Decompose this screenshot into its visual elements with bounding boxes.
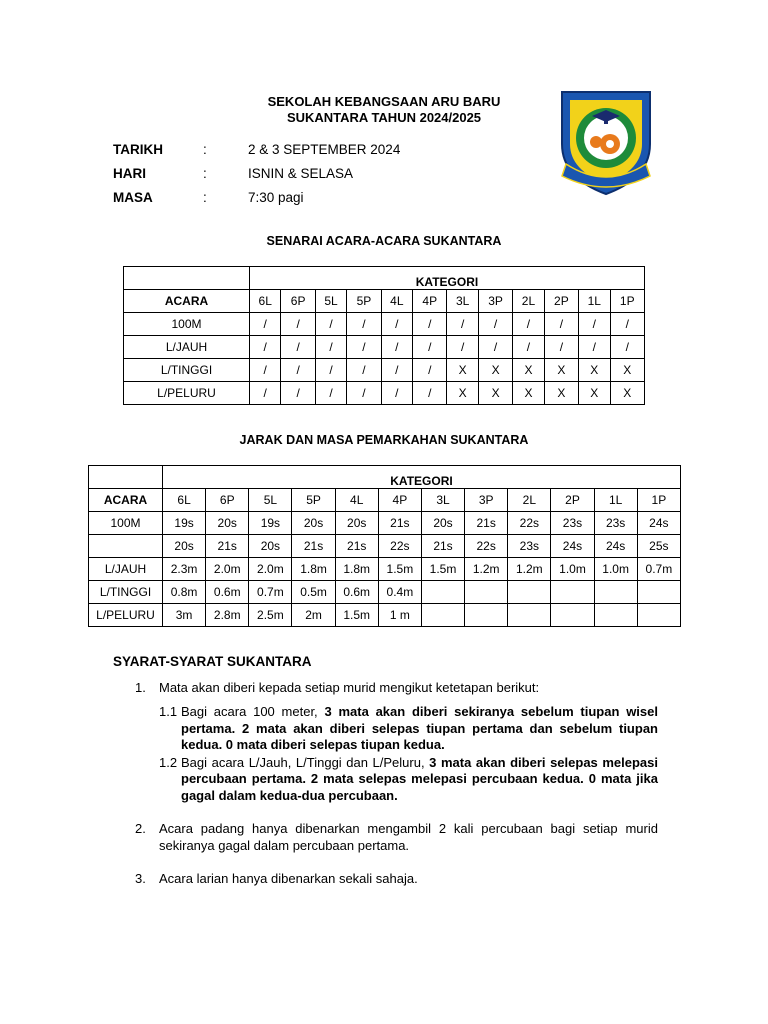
value-cell: 24s: [594, 535, 637, 558]
kategori-header: KATEGORI: [163, 466, 681, 489]
value-cell: /: [579, 336, 610, 359]
value-cell: /: [413, 359, 447, 382]
subitem-text: Bagi acara 100 meter,: [181, 704, 325, 719]
value-cell: 19s: [163, 512, 206, 535]
value-cell: 20s: [206, 512, 249, 535]
value-cell: X: [610, 359, 644, 382]
value-cell: /: [281, 382, 315, 405]
category-cell: 2P: [544, 290, 578, 313]
value-cell: 25s: [637, 535, 680, 558]
table-row: [124, 382, 645, 405]
value-cell: /: [381, 313, 412, 336]
marks-table: [88, 465, 681, 627]
value-cell: 1.8m: [292, 558, 335, 581]
value-cell: 20s: [421, 512, 464, 535]
event-cell: L/TINGGI: [89, 581, 163, 604]
value-cell: 2m: [292, 604, 335, 627]
value-cell: /: [544, 336, 578, 359]
subitem-bold-text: 3 mata akan diberi sekiranya sebelum tiupan wisel pertama. 2 mata akan diberi selepas tiupan pertama dan sebelum tiupan kedua. 0 mata diberi selepas tiupan kedua.: [181, 704, 658, 752]
table-row: [124, 313, 645, 336]
event-cell: L/PELURU: [89, 604, 163, 627]
value-cell: 0.6m: [335, 581, 378, 604]
info-label: MASA: [113, 190, 153, 205]
value-cell: /: [513, 313, 544, 336]
value-cell: 1.5m: [335, 604, 378, 627]
acara-header: ACARA: [124, 290, 250, 313]
value-cell: /: [544, 313, 578, 336]
rule-text: Mata akan diberi kepada setiap murid mengikut ketetapan berikut:: [159, 679, 540, 695]
category-cell: 5P: [292, 489, 335, 512]
rule-text: Acara padang hanya dibenarkan mengambil 2 kali percubaan bagi setiap murid sekiranya gagal dalam percubaan pertama.: [159, 821, 658, 853]
value-cell: /: [381, 359, 412, 382]
value-cell: /: [347, 313, 381, 336]
category-cell: 4P: [413, 290, 447, 313]
rules-section: [113, 654, 658, 905]
value-cell: [594, 581, 637, 604]
category-row: [89, 489, 681, 512]
value-cell: 22s: [508, 512, 551, 535]
category-cell: 6P: [281, 290, 315, 313]
value-cell: 21s: [465, 512, 508, 535]
value-cell: 20s: [163, 535, 206, 558]
subitem-bold-text: 3 mata akan diberi selepas melepasi percubaan pertama. 2 mata selepas melepasi percubaan kedua. 0 mata jika gagal dalam kedua-dua percubaan.: [181, 754, 659, 803]
table-row: [124, 336, 645, 359]
empty-cell: [124, 267, 250, 290]
value-cell: 21s: [378, 512, 421, 535]
value-cell: /: [347, 336, 381, 359]
school-crest-icon: [552, 86, 660, 198]
category-cell: 4P: [378, 489, 421, 512]
value-cell: /: [579, 313, 610, 336]
value-cell: /: [478, 313, 512, 336]
event-cell: L/TINGGI: [124, 359, 250, 382]
value-cell: 2.0m: [249, 558, 292, 581]
value-cell: 0.7m: [249, 581, 292, 604]
value-cell: /: [281, 336, 315, 359]
value-cell: 2.8m: [206, 604, 249, 627]
acara-header: ACARA: [89, 489, 163, 512]
value-cell: /: [447, 336, 478, 359]
table-row: [89, 512, 681, 535]
category-cell: 4L: [381, 290, 412, 313]
value-cell: 21s: [206, 535, 249, 558]
value-cell: [508, 604, 551, 627]
value-cell: X: [544, 382, 578, 405]
value-cell: 2.5m: [249, 604, 292, 627]
value-cell: X: [478, 382, 512, 405]
value-cell: /: [315, 313, 346, 336]
value-cell: X: [447, 382, 478, 405]
rule-item: [113, 871, 658, 888]
table-row: [89, 535, 681, 558]
category-cell: 4L: [335, 489, 378, 512]
value-cell: 24s: [637, 512, 680, 535]
value-cell: X: [544, 359, 578, 382]
value-cell: /: [281, 313, 315, 336]
value-cell: 2.3m: [163, 558, 206, 581]
table-row: [89, 604, 681, 627]
category-cell: 6P: [206, 489, 249, 512]
category-cell: 6L: [250, 290, 281, 313]
rule-text: Acara larian hanya dibenarkan sekali sahaja.: [159, 871, 418, 886]
value-cell: /: [315, 359, 346, 382]
value-cell: [637, 604, 680, 627]
value-cell: 0.5m: [292, 581, 335, 604]
value-cell: 20s: [292, 512, 335, 535]
event-cell: [89, 535, 163, 558]
value-cell: /: [250, 336, 281, 359]
value-cell: 22s: [378, 535, 421, 558]
value-cell: 0.8m: [163, 581, 206, 604]
value-cell: [594, 604, 637, 627]
value-cell: 21s: [292, 535, 335, 558]
category-cell: 1L: [579, 290, 610, 313]
value-cell: [465, 604, 508, 627]
rule-subitems: [113, 704, 658, 804]
info-value: 2 & 3 SEPTEMBER 2024: [248, 142, 401, 157]
value-cell: 1.2m: [465, 558, 508, 581]
value-cell: 21s: [421, 535, 464, 558]
value-cell: [465, 581, 508, 604]
category-row: [124, 290, 645, 313]
rule-number: 2.: [135, 821, 146, 836]
value-cell: X: [447, 359, 478, 382]
value-cell: /: [250, 313, 281, 336]
info-value: 7:30 pagi: [248, 190, 304, 205]
value-cell: /: [250, 359, 281, 382]
event-cell: L/PELURU: [124, 382, 250, 405]
value-cell: 1.8m: [335, 558, 378, 581]
value-cell: 1.0m: [594, 558, 637, 581]
rule-subitem: [113, 704, 658, 754]
category-cell: 2L: [508, 489, 551, 512]
value-cell: /: [381, 382, 412, 405]
value-cell: /: [347, 382, 381, 405]
value-cell: /: [413, 336, 447, 359]
events-section-title: SENARAI ACARA-ACARA SUKANTARA: [266, 234, 502, 248]
value-cell: [421, 581, 464, 604]
value-cell: /: [315, 382, 346, 405]
value-cell: 21s: [335, 535, 378, 558]
value-cell: 20s: [249, 535, 292, 558]
value-cell: X: [579, 382, 610, 405]
rule-number: 1.: [135, 679, 146, 695]
event-title: SUKANTARA TAHUN 2024/2025: [286, 110, 482, 125]
subitem-number: 1.2: [159, 754, 178, 770]
value-cell: 22s: [465, 535, 508, 558]
event-cell: L/JAUH: [89, 558, 163, 581]
category-cell: 5L: [249, 489, 292, 512]
value-cell: /: [478, 336, 512, 359]
value-cell: 2.0m: [206, 558, 249, 581]
value-cell: /: [447, 313, 478, 336]
value-cell: 23s: [551, 512, 594, 535]
value-cell: [551, 581, 594, 604]
category-cell: 2L: [513, 290, 544, 313]
value-cell: 19s: [249, 512, 292, 535]
subitem-text: Bagi acara L/Jauh, L/Tinggi dan L/Peluru,: [181, 754, 430, 770]
rule-number: 3.: [135, 871, 146, 886]
value-cell: 1.0m: [551, 558, 594, 581]
value-cell: [508, 581, 551, 604]
school-name: SEKOLAH KEBANGSAAN ARU BARU: [267, 94, 501, 109]
value-cell: 1.5m: [421, 558, 464, 581]
category-cell: 3P: [465, 489, 508, 512]
value-cell: 23s: [594, 512, 637, 535]
value-cell: 0.6m: [206, 581, 249, 604]
value-cell: /: [281, 359, 315, 382]
table-row: [124, 359, 645, 382]
value-cell: X: [610, 382, 644, 405]
event-cell: 100M: [89, 512, 163, 535]
subitem-number: 1.1: [159, 704, 178, 719]
value-cell: [637, 581, 680, 604]
info-colon: :: [203, 142, 207, 157]
value-cell: 20s: [335, 512, 378, 535]
category-cell: 3L: [421, 489, 464, 512]
value-cell: /: [347, 359, 381, 382]
table-row: [89, 558, 681, 581]
category-cell: 3L: [447, 290, 478, 313]
value-cell: /: [610, 336, 644, 359]
table-row: [89, 581, 681, 604]
value-cell: X: [579, 359, 610, 382]
event-cell: 100M: [124, 313, 250, 336]
info-colon: :: [203, 166, 207, 181]
category-cell: 2P: [551, 489, 594, 512]
category-cell: 1P: [637, 489, 680, 512]
rules-title: SYARAT-SYARAT SUKANTARA: [113, 654, 312, 669]
value-cell: /: [315, 336, 346, 359]
info-label: HARI: [113, 166, 146, 181]
events-table: [123, 266, 645, 405]
value-cell: 24s: [551, 535, 594, 558]
value-cell: 3m: [163, 604, 206, 627]
value-cell: /: [413, 313, 447, 336]
category-cell: 1P: [610, 290, 644, 313]
value-cell: [421, 604, 464, 627]
info-value: ISNIN & SELASA: [248, 166, 354, 181]
value-cell: /: [250, 382, 281, 405]
category-cell: 5L: [315, 290, 346, 313]
category-cell: 1L: [594, 489, 637, 512]
rule-item: [113, 821, 658, 854]
value-cell: /: [381, 336, 412, 359]
value-cell: 1.2m: [508, 558, 551, 581]
value-cell: 1.5m: [378, 558, 421, 581]
value-cell: 0.4m: [378, 581, 421, 604]
value-cell: /: [610, 313, 644, 336]
kategori-header: KATEGORI: [250, 267, 645, 290]
value-cell: 1 m: [378, 604, 421, 627]
category-cell: 5P: [347, 290, 381, 313]
value-cell: 23s: [508, 535, 551, 558]
value-cell: /: [513, 336, 544, 359]
value-cell: /: [413, 382, 447, 405]
value-cell: 0.7m: [637, 558, 680, 581]
rule-item: [113, 680, 658, 697]
value-cell: [551, 604, 594, 627]
info-label: TARIKH: [113, 142, 163, 157]
category-cell: 6L: [163, 489, 206, 512]
info-colon: :: [203, 190, 207, 205]
marks-section-title: JARAK DAN MASA PEMARKAHAN SUKANTARA: [239, 433, 529, 447]
rule-subitem: [113, 755, 658, 805]
empty-cell: [89, 466, 163, 489]
value-cell: X: [513, 382, 544, 405]
value-cell: X: [513, 359, 544, 382]
event-cell: L/JAUH: [124, 336, 250, 359]
category-cell: 3P: [478, 290, 512, 313]
value-cell: X: [478, 359, 512, 382]
